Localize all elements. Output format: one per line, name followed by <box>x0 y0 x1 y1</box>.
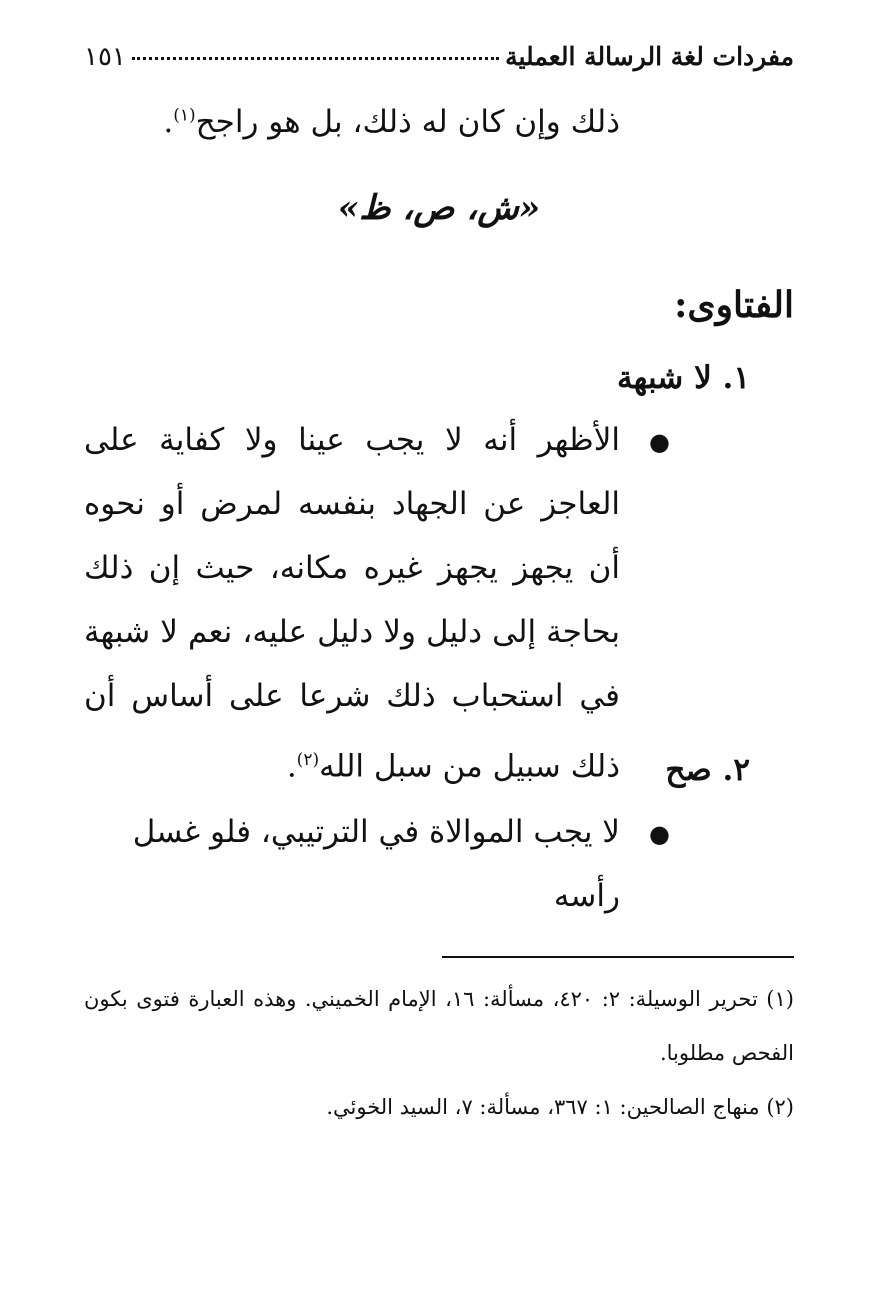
running-header-title: مفردات لغة الرسالة العملية <box>505 42 794 71</box>
bullet-icon: ● <box>649 428 670 456</box>
footnote-ref-1[interactable]: (١) <box>173 105 196 126</box>
item-paragraph-1-text: الأظهر أنه لا يجب عينا ولا كفاية على العاجز عن الجهاد بنفسه لمرض أو نحوه أن يجهز يجهز غيره مكانه، حيث إن ذلك بحاجة إلى دليل ولا دليل عليه، نعم لا شبهة في استحباب ذلك شرعا على أساس أن ذلك سبيل من سبل الله <box>84 422 620 785</box>
continued-text: ذلك وإن كان له ذلك، بل هو راجح <box>195 104 620 140</box>
section-title-colon: : <box>674 284 688 326</box>
item-title-1: ١. لا شبهة <box>617 360 750 396</box>
footnote-2: (٢) منهاج الصالحين: ١: ٣٦٧، مسألة: ٧، السيد الخوئي. <box>326 1095 794 1119</box>
item-paragraph-1 <box>84 408 620 798</box>
section-title <box>674 284 794 326</box>
footnote-separator <box>442 956 794 958</box>
section-title-text: الفتاوى <box>687 284 794 326</box>
item-paragraph-2: لا يجب الموالاة في الترتيبي، فلو غسل رأسه <box>132 814 620 914</box>
continued-paragraph <box>163 104 620 140</box>
footnote-1: (١) تحرير الوسيلة: ٢: ٤٢٠، مسألة: ١٦، الإمام الخميني. وهذه العبارة فتوى بكون الفحص مطلوبا. <box>84 987 794 1065</box>
page-number: ١٥١ <box>84 42 126 72</box>
continued-end: . <box>163 104 174 140</box>
footnote-ref-2[interactable]: (٢) <box>296 750 320 770</box>
item-title-2: ٢. صح <box>665 752 750 788</box>
bullet-icon: ● <box>649 820 670 848</box>
dot-leader <box>132 57 499 60</box>
item-paragraph-1-end: . <box>286 748 297 785</box>
running-header <box>84 42 794 82</box>
letters-heading: «ش، ص، ظ» <box>337 188 541 228</box>
